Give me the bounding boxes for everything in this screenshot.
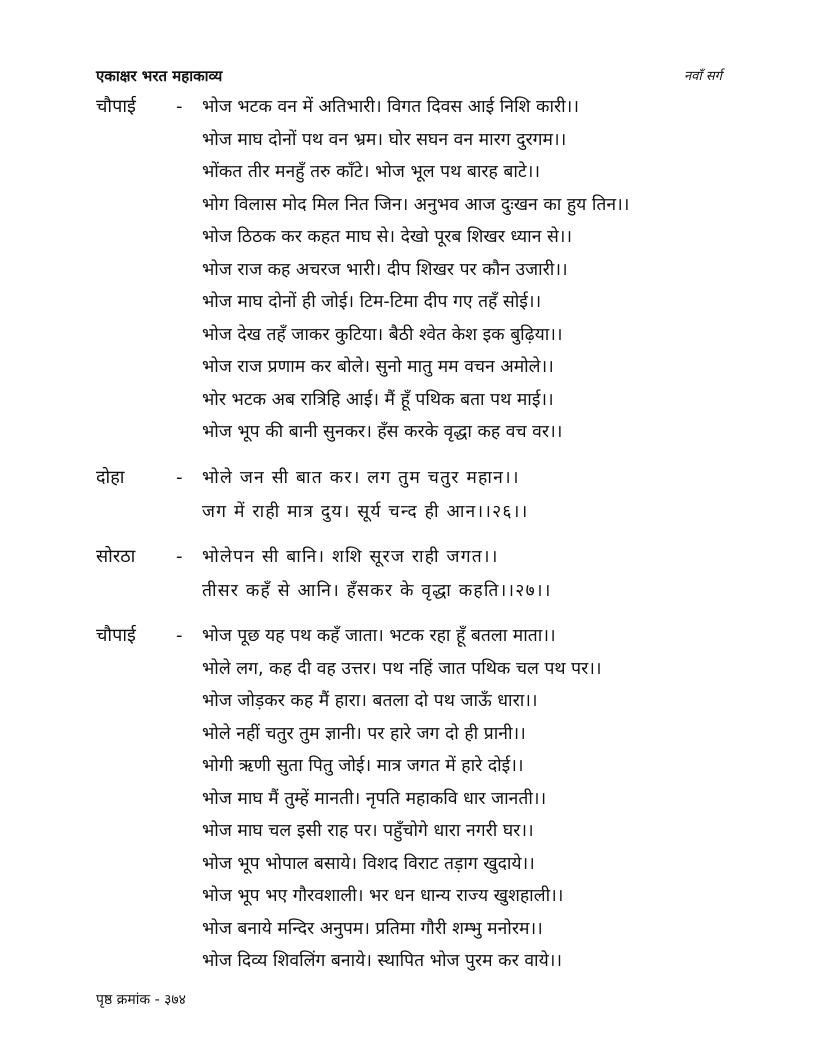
verse-lines bbox=[202, 620, 728, 978]
book-title: एकाक्षर भरत महाकाव्य bbox=[96, 67, 223, 85]
verse-line: भोले नहीं चतुर तुम ज्ञानी। पर हारे जग दो ही प्रानी।। bbox=[202, 723, 526, 744]
verse-line: भोज बनाये मन्दिर अनुपम। प्रतिमा गौरी शम्भु मनोरम।। bbox=[202, 918, 543, 939]
verse-dash: - bbox=[176, 625, 183, 646]
verse-line: जग में राही मात्र दुय। सूर्य चन्द ही आन।।२६।। bbox=[202, 502, 529, 522]
verse-line: तीसर कहँ से आनि। हँसकर के वृद्धा कहति।।२७।। bbox=[202, 581, 552, 601]
verse-line: भोज माघ दोनों पथ वन भ्रम। घोर सघन वन मारग दुरगम।। bbox=[202, 129, 567, 150]
verse-line: भोलेपन सी बानि। शशि सूरज राही जगत।। bbox=[202, 547, 499, 567]
verse-line: भोज भटक वन में अतिभारी। विगत दिवस आई निशि कारी।। bbox=[202, 97, 579, 117]
verse-lines bbox=[202, 91, 728, 449]
verse-type-label: चौपाई bbox=[96, 625, 136, 646]
verse-line: भोज भूप भए गौरवशाली। भर धन धान्य राज्य खुशहाली।। bbox=[202, 886, 564, 906]
verse-line: भोज राज कह अचरज भारी। दीप शिखर पर कौन उजारी।। bbox=[202, 259, 568, 280]
verse-type-label: दोहा bbox=[96, 467, 125, 488]
verse-line: भोर भटक अब रात्रिहि आई। मैं हूँ पथिक बता पथ माई।। bbox=[202, 389, 554, 410]
verse-line: भोज भूप भोपाल बसाये। विशद विराट तड़ाग खुदाये।। bbox=[202, 853, 535, 874]
verse-line: भोज पूछ यह पथ कहँ जाता। भटक रहा हूँ बतला माता।। bbox=[202, 626, 556, 646]
verse-type-label: चौपाई bbox=[96, 96, 136, 117]
verse-line: भोज माघ मैं तुम्हें मानती। नृपति महाकवि धार जानती।। bbox=[202, 788, 547, 809]
verse-dash: - bbox=[176, 467, 183, 488]
verse-line: भोज माघ चल इसी राह पर। पहुँचोगे धारा नगरी घर।। bbox=[202, 821, 534, 841]
verse-line: भोग विलास मोद मिल नित जिन। अनुभव आज दुःखन का हुय तिन।। bbox=[202, 194, 630, 215]
verse-line: भोंकत तीर मनहुँ तरु काँटे। भोज भूल पथ बारह बाटे।। bbox=[202, 162, 541, 182]
verse-lines bbox=[202, 541, 728, 609]
verse-line: भोज जोड़कर कह मैं हारा। बतला दो पथ जाऊँ धारा।। bbox=[202, 691, 538, 711]
verse-dash: - bbox=[176, 96, 183, 117]
verse-line: भोज दिव्य शिवलिंग बनाये। स्थापित भोज पुरम कर वाये।। bbox=[202, 951, 562, 971]
verse-line: भोज देख तहँ जाकर कुटिया। बैठी श्वेत केश इक बुढ़िया।। bbox=[202, 324, 563, 345]
verse-line: भोज माघ दोनों ही जोई। टिम-टिमा दीप गए तहँ सोई।। bbox=[202, 292, 542, 312]
verse-line: भोगी ऋणी सुता पितु जोई। मात्र जगत में हारे दोई।। bbox=[202, 756, 524, 776]
verse-dash: - bbox=[176, 546, 183, 567]
chapter-title: नवाँ सर्ग bbox=[683, 69, 722, 84]
verse-line: भोज ठिठक कर कहत माघ से। देखो पूरब शिखर ध्यान से।। bbox=[202, 227, 573, 247]
page-number: पृष्ठ क्रमांक - ३७४ bbox=[96, 992, 186, 1008]
verse-lines bbox=[202, 462, 728, 530]
verse-type-label: सोरठा bbox=[96, 546, 136, 567]
verse-line: भोज राज प्रणाम कर बोले। सुनो मातु मम वचन अमोले।। bbox=[202, 357, 554, 377]
verse-line: भोले जन सी बात कर। लग तुम चतुर महान।। bbox=[202, 468, 520, 488]
verse-line: भोज भूप की बानी सुनकर। हँस करके वृद्धा कह वच वर।। bbox=[202, 422, 563, 442]
verse-line: भोले लग, कह दी वह उत्तर। पथ नहिं जात पथिक चल पथ पर।। bbox=[202, 658, 602, 679]
page-header bbox=[96, 66, 722, 86]
